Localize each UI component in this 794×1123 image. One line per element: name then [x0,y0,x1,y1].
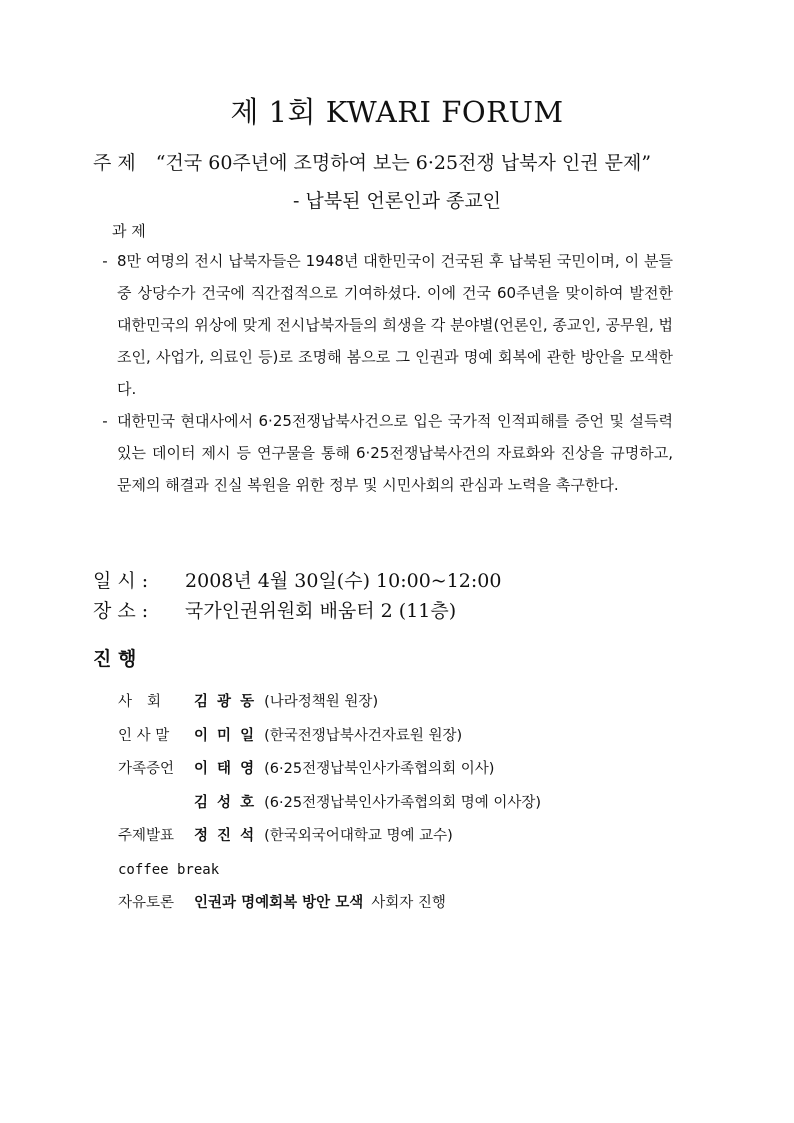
program-note: 사회자 진행 [371,895,446,911]
bullet-dash: - [102,252,108,270]
task-label: 과 제 [112,222,146,240]
topic-label: 주 제 [93,152,136,174]
date-label: 일 시 : [93,570,149,592]
program-role: 사회 [118,694,177,710]
program-person: 김 성 호 [194,794,257,811]
program-list [118,686,541,921]
coffee-break-text: coffee break [118,861,220,878]
program-role: 인 사 말 [118,727,170,744]
program-row [118,787,541,821]
program-person: 김 광 동 [194,694,257,710]
bullet-text: 8만 여명의 전시 납북자들은 1948년 대한민국이 건국된 후 납북된 국민이며, 이 분들 중 상당수가 건국에 직간접적으로 기여하셨다. 이에 건국 60주년을 맞이하여 발전한 대한민국의 위상에 맞게 전시납북자들의 희생을 각 분야별(언론인, 종교인, 공무원, 법조인, 사업가, 의료인 등)로 조명해 봄으로 그 인권과 명예 회복에 관한 방안을 모색한다. [117,252,673,398]
program-role: 주제발표 [118,828,175,844]
topic-text: “건국 60주년에 조명하여 보는 6·25전쟁 납북자 인권 문제” [155,152,652,174]
bullet-item [93,405,673,501]
program-person: 정 진 석 [194,828,257,844]
place-row [93,596,501,626]
program-row [118,686,541,720]
bullet-text: 대한민국 현대사에서 6·25전쟁납북사건으로 입은 국가적 인적피해를 증언 및 설득력 있는 데이터 제시 등 연구물을 통해 6·25전쟁납북사건의 자료화와 진상을 규명하고, 문제의 해결과 진실 복원을 위한 정부 및 시민사회의 관심과 노력을 촉구한다. [117,412,673,494]
place-label: 장 소 : [93,600,149,622]
program-role: 가족증언 [118,761,175,777]
date-value: 2008년 4월 30일(수) 10:00~12:00 [185,570,502,592]
program-person: 이 미 일 [194,727,257,744]
program-row [118,887,541,921]
program-role: 자유토론 [118,895,175,911]
event-info [93,566,501,626]
page-title: 제 1회 KWARI FORUM [230,95,564,129]
program-note: (6·25전쟁납북인사가족협의회 명예 이사장) [264,794,542,811]
date-row [93,566,501,596]
bullet-item [93,245,673,405]
place-value: 국가인권위원회 배움터 2 (11층) [185,600,457,622]
program-person: 이 태 영 [194,761,257,777]
program-note: (나라정책원 원장) [264,694,379,710]
program-row [118,854,541,888]
program-row [118,820,541,854]
program-topic: 인권과 명예회복 방안 모색 [194,895,364,911]
topic-subtitle: - 납북된 언론인과 종교인 [292,190,502,212]
bullet-dash: - [102,412,108,430]
program-note: (한국전쟁납북사건자료원 원장) [264,727,463,744]
program-role-empty [118,787,194,821]
topic-line [93,148,651,175]
program-heading: 진 행 [93,648,137,670]
program-row [118,753,541,787]
program-note: (한국외국어대학교 명예 교수) [264,828,453,844]
program-row [118,720,541,754]
program-note: (6·25전쟁납북인사가족협의회 이사) [264,761,495,777]
task-bullets [93,245,673,501]
